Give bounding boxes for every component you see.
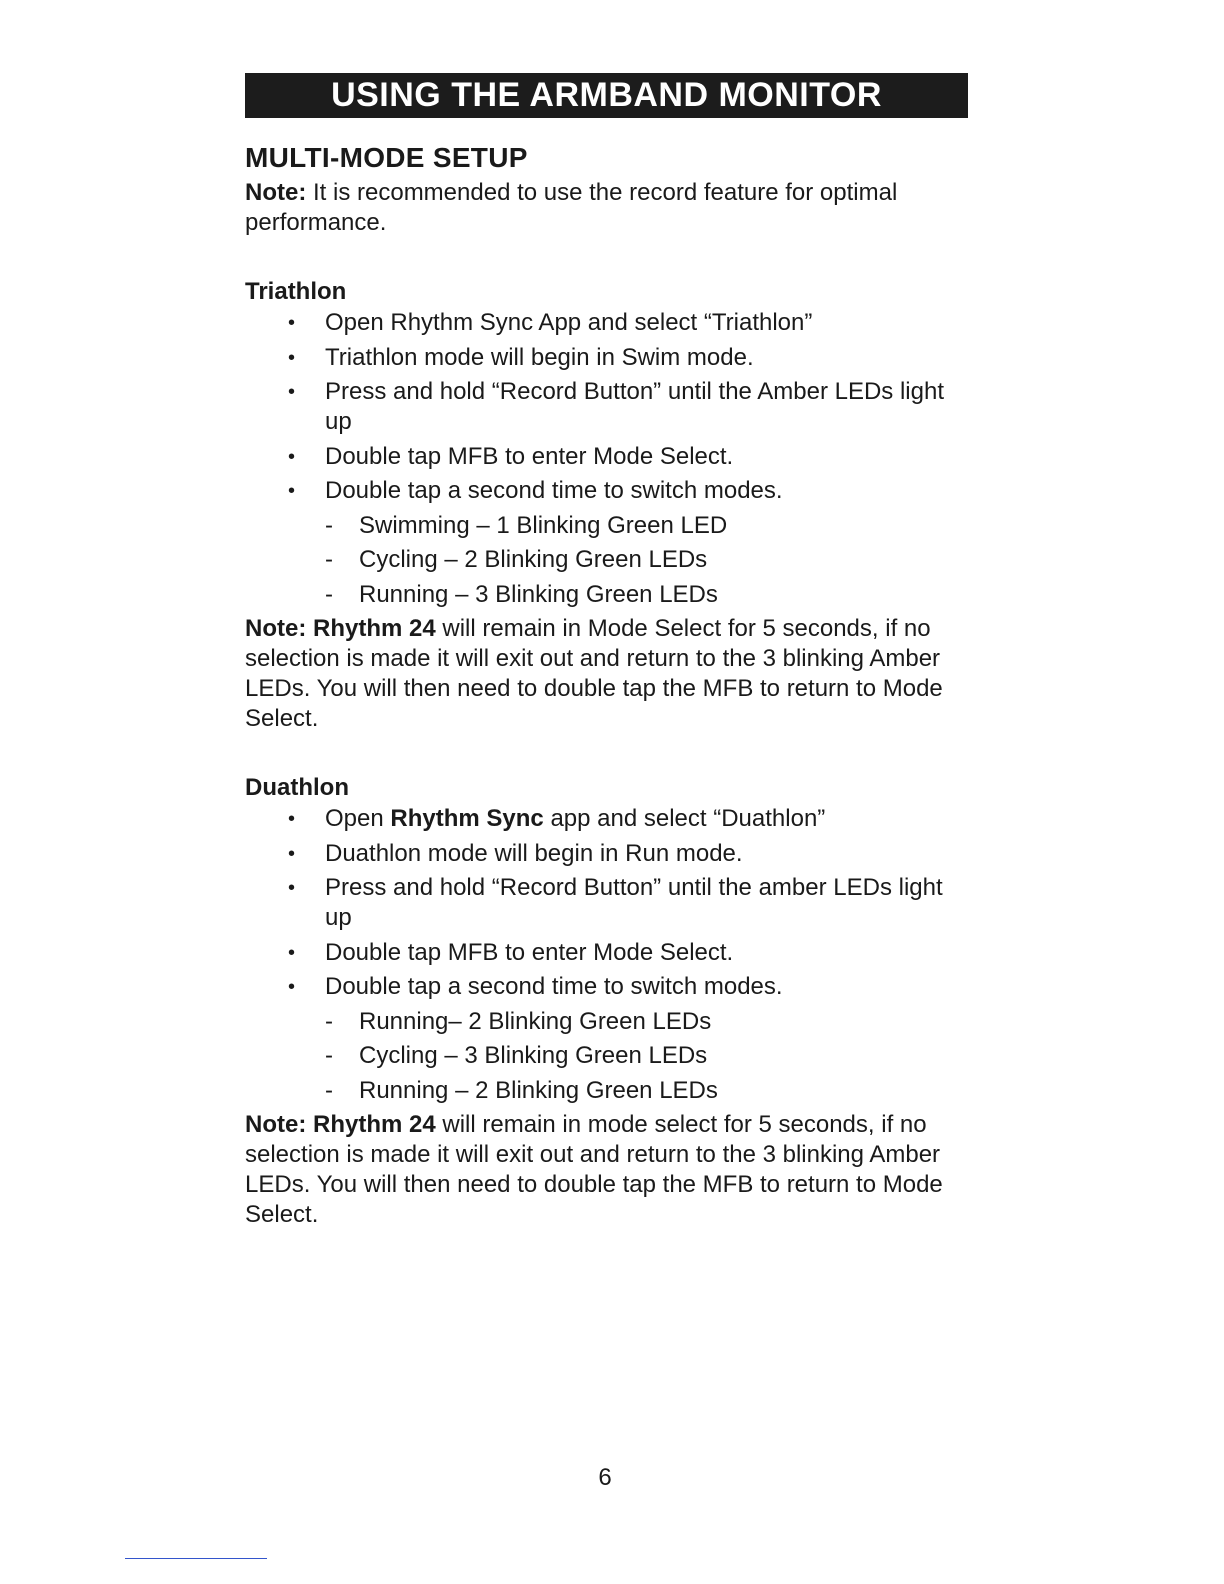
list-item: • Press and hold “Record Button” until the Amber LEDs light up bbox=[288, 378, 944, 435]
triathlon-note-text: will remain in Mode Select for 5 seconds, if no selection is made it will exit out and return to the 3 blinking Amber LEDs. You will then need to double tap the MFB to return to Mode Select. bbox=[245, 615, 943, 732]
list-item: - Running – 3 Blinking Green LEDs bbox=[325, 580, 718, 608]
triathlon-steps bbox=[245, 308, 975, 506]
page-banner-title: USING THE ARMBAND MONITOR bbox=[245, 73, 968, 118]
bullet-glyph: • bbox=[288, 808, 296, 830]
footer-rule bbox=[125, 1558, 267, 1559]
dash-glyph: - bbox=[325, 1076, 333, 1104]
intro-note bbox=[245, 178, 975, 238]
bullet-glyph: • bbox=[288, 445, 296, 468]
dash-glyph: - bbox=[325, 511, 333, 539]
bullet-glyph: • bbox=[288, 941, 296, 964]
page-number: 6 bbox=[598, 1464, 612, 1491]
list-item: - Running– 2 Blinking Green LEDs bbox=[325, 1007, 712, 1035]
triathlon-note bbox=[245, 614, 975, 734]
duathlon-steps bbox=[245, 804, 975, 1002]
list-item: • Double tap a second time to switch modes. bbox=[288, 477, 783, 504]
list-item: • Open Rhythm Sync App and select “Triathlon” bbox=[288, 309, 813, 336]
intro-note-text: It is recommended to use the record feature for optimal performance. bbox=[245, 179, 898, 236]
triathlon-note-product: Rhythm 24 bbox=[313, 615, 436, 642]
list-item: - Running – 2 Blinking Green LEDs bbox=[325, 1076, 718, 1104]
duathlon-modes bbox=[245, 1007, 975, 1106]
triathlon-heading: Triathlon bbox=[245, 278, 347, 305]
list-item: • Open Rhythm Sync app and select “Duathlon” bbox=[288, 805, 826, 832]
bullet-glyph: • bbox=[288, 312, 296, 334]
bullet-glyph: • bbox=[288, 842, 296, 865]
bullet-glyph: • bbox=[288, 346, 296, 369]
triathlon-modes bbox=[245, 511, 975, 610]
duathlon-note-label: Note: bbox=[245, 1111, 307, 1138]
dash-glyph: - bbox=[325, 546, 333, 573]
bullet-glyph: • bbox=[288, 480, 296, 502]
list-item: - Cycling – 2 Blinking Green LEDs bbox=[325, 546, 708, 573]
duathlon-heading: Duathlon bbox=[245, 774, 349, 801]
bullet-glyph: • bbox=[288, 877, 296, 899]
list-item: • Triathlon mode will begin in Swim mode. bbox=[288, 343, 754, 371]
duathlon-note bbox=[245, 1110, 975, 1230]
bullet-glyph: • bbox=[288, 381, 296, 403]
list-item: • Duathlon mode will begin in Run mode. bbox=[288, 839, 743, 867]
bullet-glyph: • bbox=[288, 976, 296, 998]
list-item: • Double tap a second time to switch modes. bbox=[288, 973, 783, 1000]
duathlon-note-product: Rhythm 24 bbox=[313, 1111, 436, 1138]
duathlon-note-text: will remain in mode select for 5 seconds, if no selection is made it will exit out and return to the 3 blinking Amber LEDs. You will then need to double tap the MFB to return to Mode Select. bbox=[245, 1111, 943, 1228]
intro-note-label: Note: bbox=[245, 179, 307, 206]
dash-glyph: - bbox=[325, 580, 333, 608]
list-item: • Double tap MFB to enter Mode Select. bbox=[288, 442, 734, 470]
list-item: • Double tap MFB to enter Mode Select. bbox=[288, 938, 734, 966]
list-item: - Cycling – 3 Blinking Green LEDs bbox=[325, 1042, 708, 1069]
page-content bbox=[245, 138, 975, 1230]
list-item: - Swimming – 1 Blinking Green LED bbox=[325, 511, 728, 539]
dash-glyph: - bbox=[325, 1007, 333, 1035]
triathlon-note-label: Note: bbox=[245, 615, 307, 642]
dash-glyph: - bbox=[325, 1042, 333, 1069]
section-title: MULTI-MODE SETUP bbox=[245, 142, 528, 173]
list-item: • Press and hold “Record Button” until the amber LEDs light up bbox=[288, 874, 943, 931]
